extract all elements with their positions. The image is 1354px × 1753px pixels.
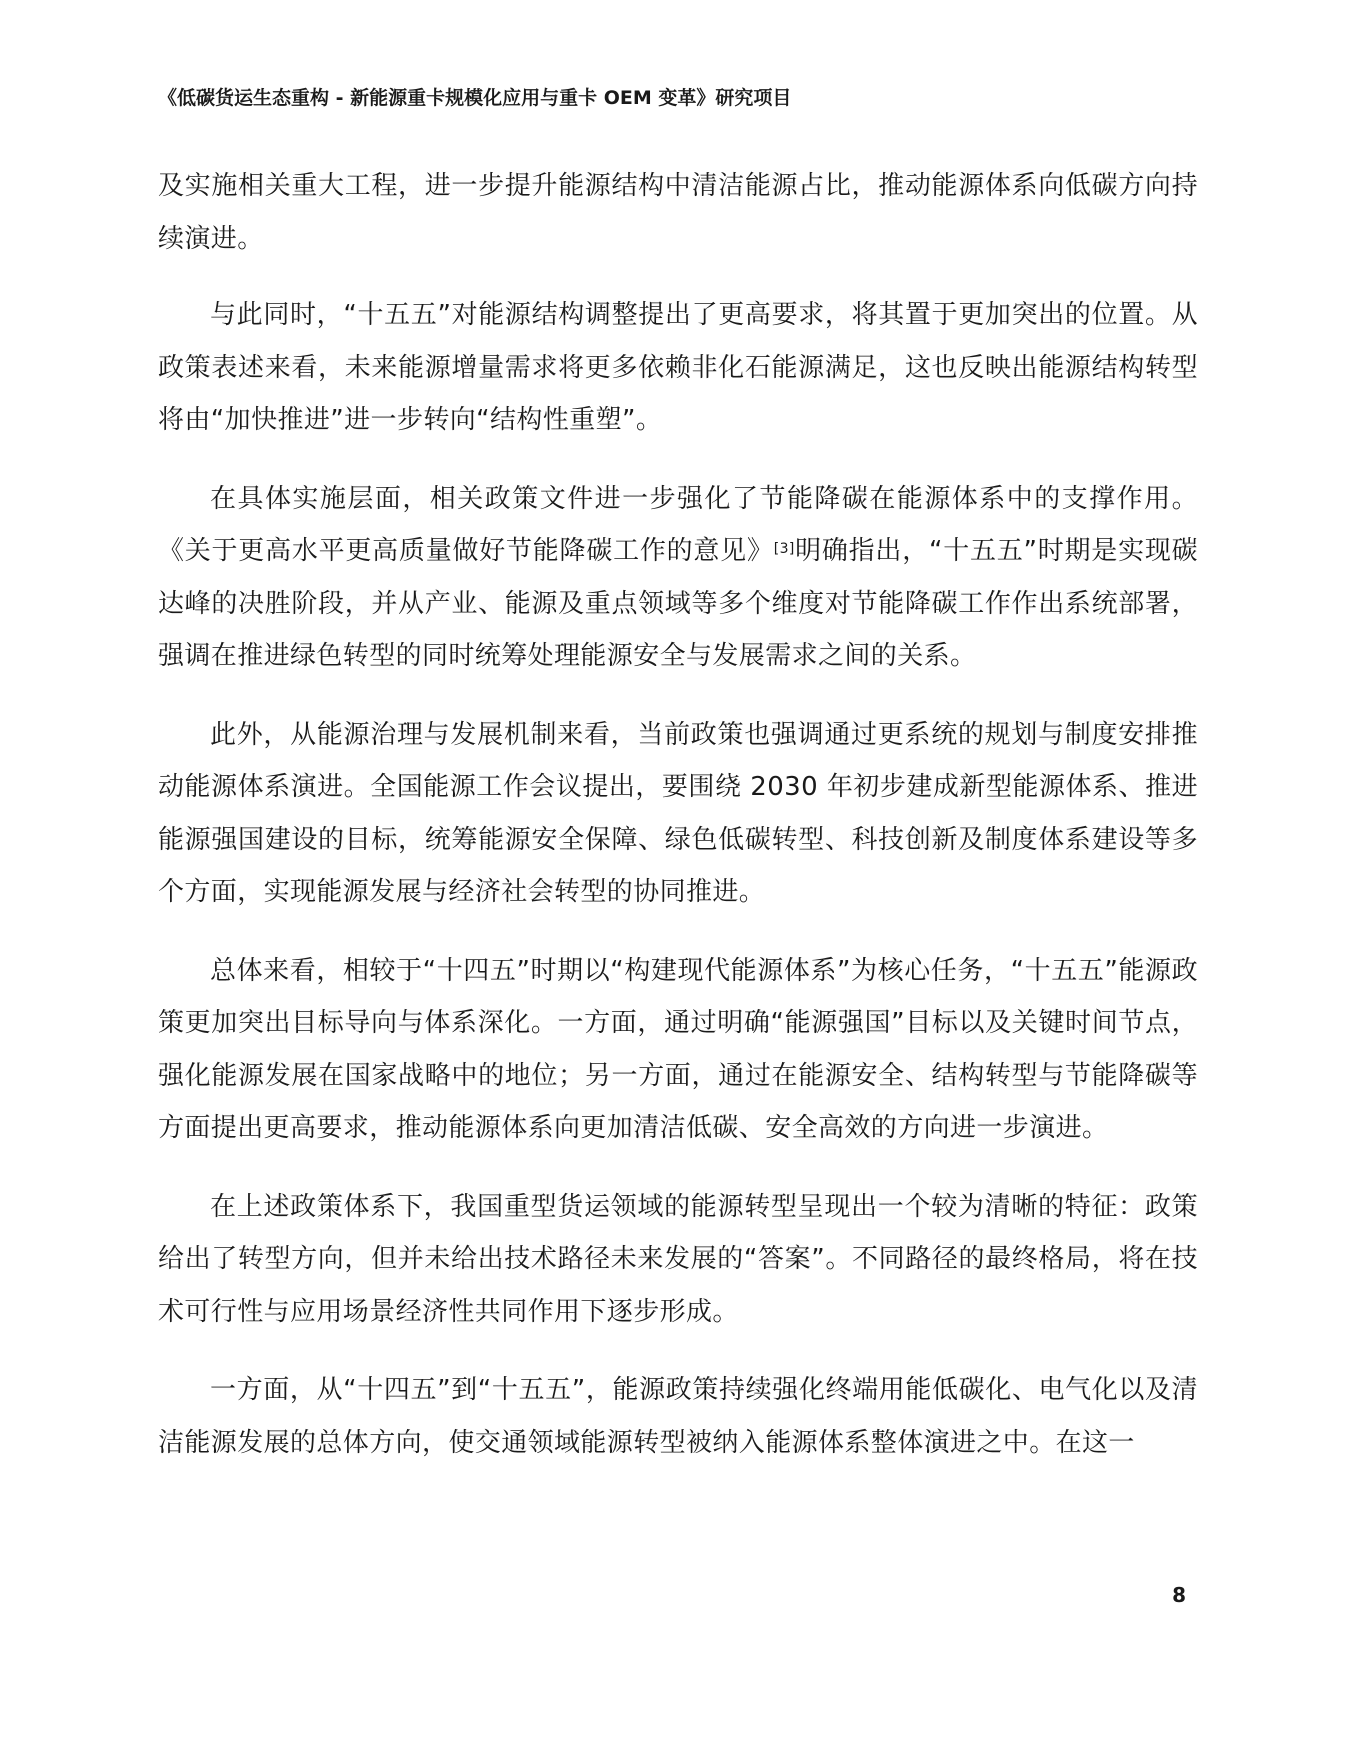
- paragraph-3-text-b: 明确指出，“十五五”时期是实现碳达峰的决胜阶段，并从产业、能源及重点领域等多个维度对节能降碳工作作出系统部署，强调在推进绿色转型的同时统筹处理能源安全与发展需求之间的关系。: [158, 536, 1199, 671]
- paragraph-6: 在上述政策体系下，我国重型货运领域的能源转型呈现出一个较为清晰的特征：政策给出了转型方向，但并未给出技术路径未来发展的“答案”。不同路径的最终格局，将在技术可行性与应用场景经济性共同作用下逐步形成。: [158, 1191, 1198, 1327]
- document-header-title: 《低碳货运生态重构 - 新能源重卡规模化应用与重卡 OEM 变革》研究项目: [158, 87, 792, 109]
- paragraph-1: 及实施相关重大工程，进一步提升能源结构中清洁能源占比，推动能源体系向低碳方向持续演进。: [158, 171, 1198, 254]
- paragraph-3: [158, 473, 1198, 683]
- paragraph-4: 此外，从能源治理与发展机制来看，当前政策也强调通过更系统的规划与制度安排推动能源体系演进。全国能源工作会议提出，要围绕 2030 年初步建成新型能源体系、推进能源强国建设的目标，统筹能源安全保障、绿色低碳转型、科技创新及制度体系建设等多个方面，实现能源发展与经济社会转型的协同推进。: [158, 719, 1198, 907]
- paragraph-5: 总体来看，相较于“十四五”时期以“构建现代能源体系”为核心任务，“十五五”能源政策更加突出目标导向与体系深化。一方面，通过明确“能源强国”目标以及关键时间节点，强化能源发展在国家战略中的地位；另一方面，通过在能源安全、结构转型与节能降碳等方面提出更高要求，推动能源体系向更加清洁低碳、安全高效的方向进一步演进。: [158, 955, 1198, 1143]
- paragraph-7: 一方面，从“十四五”到“十五五”，能源政策持续强化终端用能低碳化、电气化以及清洁能源发展的总体方向，使交通领域能源转型被纳入能源体系整体演进之中。在这一: [158, 1375, 1198, 1458]
- paragraph-2: 与此同时，“十五五”对能源结构调整提出了更高要求，将其置于更加突出的位置。从政策表述来看，未来能源增量需求将更多依赖非化石能源满足，这也反映出能源结构转型将由“加快推进”进一步转向“结构性重塑”。: [158, 300, 1198, 435]
- citation-reference: [3]: [773, 541, 795, 557]
- page-number: 8: [1172, 1583, 1186, 1607]
- paragraph-3-text-a: 在具体实施层面，相关政策文件进一步强化了节能降碳在能源体系中的支撑作用。《关于更高水平更高质量做好节能降碳工作的意见》: [158, 483, 1198, 566]
- document-body: [158, 160, 1198, 1495]
